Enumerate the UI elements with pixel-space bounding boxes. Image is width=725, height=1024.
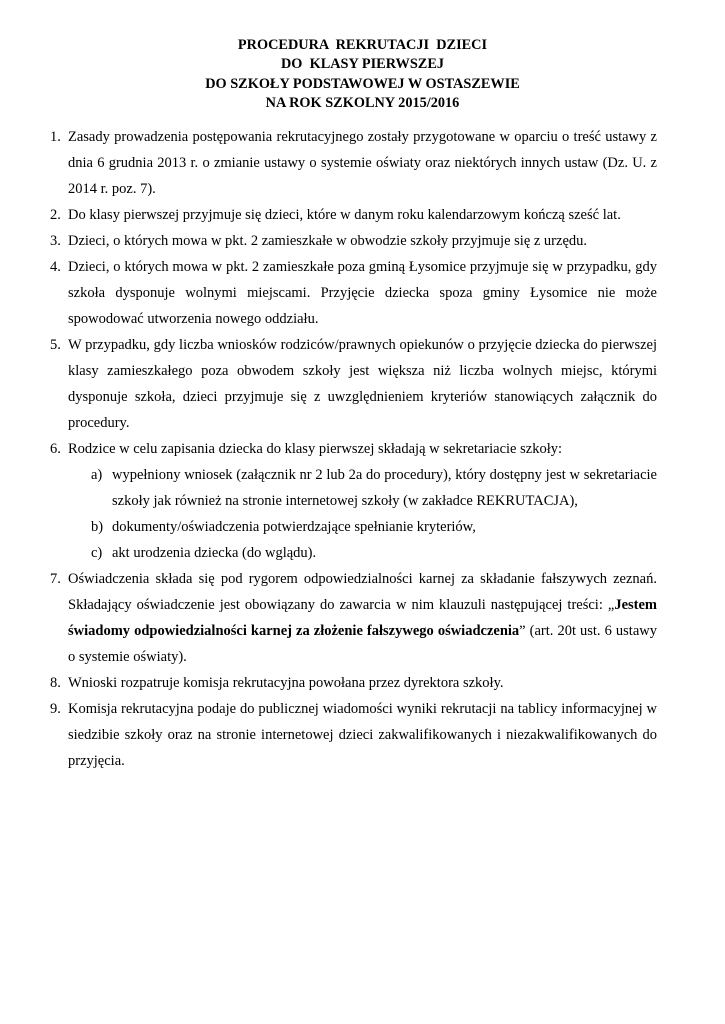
list-item-number: 3. <box>50 233 61 249</box>
title-line-3: DO SZKOŁY PODSTAWOWEJ W OSTASZEWIE <box>205 75 520 92</box>
list-item-7 <box>0 566 657 670</box>
list-item-number: 4. <box>50 259 61 275</box>
list-item-text: Dzieci, o których mowa w pkt. 2 zamieszkałe poza gminą Łysomice przyjmuje się w przypadku, gdy szkoła dysponuje wolnymi miejscami. Przyjęcie dziecka spoza gminy Łysomice nie może spowodować utworzenia nowego oddziału. <box>68 259 657 327</box>
declaration-clause: Jestem świadomy odpowiedzialności karnej za złożenie fałszywego oświadczenia <box>68 597 657 639</box>
sub-item-a <box>0 462 657 514</box>
list-item-text: Zasady prowadzenia postępowania rekrutacyjnego zostały przygotowane w oparciu o treść ustawy z dnia 6 grudnia 2013 r. o zmianie ustawy o systemie oświaty oraz niektórych innych ustaw (Dz. U. z 2014 r. poz. 7). <box>68 129 657 197</box>
list-item-text: Komisja rekrutacyjna podaje do publicznej wiadomości wyniki rekrutacji na tablicy informacyjnej w siedzibie szkoły oraz na stronie internetowej dzieci zakwalifikowanych i niezakwalifikowanych do przyjęcia. <box>68 701 657 769</box>
sub-item-text: dokumenty/oświadczenia potwierdzające spełnianie kryteriów, <box>112 519 476 535</box>
sub-item-text: akt urodzenia dziecka (do wglądu). <box>112 545 317 561</box>
list-item-number: 5. <box>50 337 61 353</box>
list-item-2 <box>0 202 657 228</box>
list-item-text: Oświadczenia składa się pod rygorem odpowiedzialności karnej za składanie fałszywych zeznań. Składający oświadczenie jest obowiązany do zawarcia w nim klauzuli następującej treści: „ <box>68 571 657 613</box>
list-item-text: Dzieci, o których mowa w pkt. 2 zamieszkałe w obwodzie szkoły przyjmuje się z urzędu. <box>68 233 588 249</box>
list-item-3 <box>0 228 657 254</box>
list-item-text-end: ” (art. 20t ust. 6 ustawy o systemie oświaty). <box>68 623 657 665</box>
list-item-number: 1. <box>50 129 61 145</box>
list-item-1 <box>0 124 657 202</box>
sub-item-c <box>0 540 657 566</box>
sub-item-b <box>0 514 657 540</box>
title-line-2: DO KLASY PIERWSZEJ <box>280 56 445 73</box>
list-item-6 <box>0 436 657 462</box>
list-item-number: 6. <box>50 441 61 457</box>
list-item-text: Wnioski rozpatruje komisja rekrutacyjna powołana przez dyrektora szkoły. <box>68 675 504 691</box>
sub-item-text: wypełniony wniosek (załącznik nr 2 lub 2a do procedury), który dostępny jest w sekretariacie szkoły jak również na stronie internetowej szkoły (w zakładce REKRUTACJA), <box>112 467 657 509</box>
sub-item-letter: b) <box>91 519 104 535</box>
sub-item-letter: c) <box>91 545 103 561</box>
list-item-text: Rodzice w celu zapisania dziecka do klasy pierwszej składają w sekretariacie szkoły: <box>68 441 562 457</box>
list-item-number: 9. <box>50 701 61 717</box>
list-item-number: 7. <box>50 571 61 587</box>
list-item-8 <box>0 670 657 696</box>
list-item-9 <box>0 696 657 774</box>
list-item-number: 2. <box>50 207 61 223</box>
title-line-1: PROCEDURA REKRUTACJI DZIECI <box>237 37 488 53</box>
list-item-text: W przypadku, gdy liczba wniosków rodziców/prawnych opiekunów o przyjęcie dziecka do pierwszej klasy zamieszkałego poza obwodem szkoły jest większa niż liczba wolnych miejsc, którymi dysponuje szkoła, dzieci przyjmuje się z uwzględnieniem kryteriów stanowiących załącznik do procedury. <box>68 337 657 431</box>
sub-item-letter: a) <box>91 467 103 483</box>
document-title <box>0 36 725 113</box>
list-item-number: 8. <box>50 675 61 691</box>
title-line-4: NA ROK SZKOLNY 2015/2016 <box>265 94 460 111</box>
list-item-text: Do klasy pierwszej przyjmuje się dzieci, które w danym roku kalendarzowym kończą sześć lat. <box>68 207 621 223</box>
procedure-list <box>0 124 725 774</box>
list-item-4 <box>0 254 657 332</box>
list-item-5 <box>0 332 657 436</box>
